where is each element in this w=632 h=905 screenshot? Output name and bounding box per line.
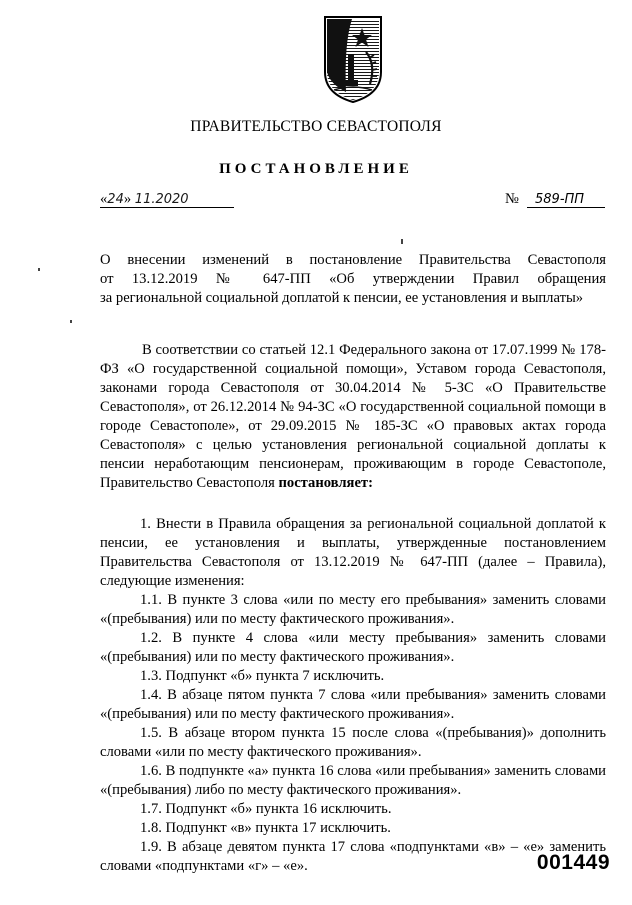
number-value: 589-ПП — [535, 192, 585, 207]
date-month-year: 11.2020 — [134, 192, 189, 207]
document-number — [505, 190, 605, 210]
document-subject — [100, 251, 606, 308]
amendment-item: 1.1. В пункте 3 слова «или по месту его пребывания» заменить словами «(пребывания) или по месту фактического проживания». — [100, 592, 606, 627]
date-close-quote: » — [123, 191, 132, 207]
document-type-title: ПОСТАНОВЛЕНИЕ — [219, 161, 413, 177]
scan-mark — [401, 239, 403, 244]
scan-mark — [38, 268, 40, 271]
preamble-decree-word: постановляет: — [278, 475, 373, 491]
amendment-item: 1.5. В абзаце втором пункта 15 после слова «(пребывания)» дополнить словами «или по месту фактического проживания». — [100, 725, 606, 760]
preamble — [100, 341, 606, 493]
date-open-quote: « — [100, 191, 108, 207]
scan-mark — [70, 320, 72, 323]
amendment-item: 1.6. В подпункте «а» пункта 16 слова «или пребывания» заменить словами «(пребывания) либо по месту фактического проживания». — [100, 763, 606, 798]
document-date — [100, 190, 234, 210]
amendment-items — [100, 515, 606, 876]
coat-of-arms-emblem — [322, 14, 384, 104]
subject-line: О внесении изменений в постановление Правительства Севастополя — [100, 252, 606, 268]
number-sign: № — [505, 191, 519, 207]
amendment-item: 1.3. Подпункт «б» пункта 7 исключить. — [140, 668, 385, 684]
amendment-item: 1. Внести в Правила обращения за региональной социальной доплатой к пенсии, ее установления и выплаты, утвержденные постановлением Правительства Севастополя от 13.12.2019 № 647-ПП (далее – Правила), следующие изменения: — [100, 516, 606, 589]
number-underline — [527, 207, 605, 208]
amendment-item: 1.4. В абзаце пятом пункта 7 слова «или пребывания» заменить словами «(пребывания) или по месту фактического проживания». — [100, 687, 606, 722]
serial-number: 001449 — [536, 851, 610, 874]
amendment-item: 1.7. Подпункт «б» пункта 16 исключить. — [140, 801, 392, 817]
organization-name: ПРАВИТЕЛЬСТВО СЕВАСТОПОЛЯ — [190, 118, 442, 135]
preamble-body: В соответствии со статьей 12.1 Федерального закона от 17.07.1999 № 178-ФЗ «О государственной социальной помощи», Уставом города Севастополя, законами города Севастополя от 30.04.2014 № 5-ЗС «О Правительстве Севастополя», от 26.12.2014 № 94-ЗС «О государственной социальной помощи в городе Севастополе», от 29.09.2015 № 185-ЗС «О правовых актах города Севастополя» с целью установления региональной социальной доплаты к пенсии неработающим пенсионерам, проживающим в городе Севастополе, Правительство Севастополя — [100, 342, 606, 491]
date-day: 24 — [107, 192, 124, 207]
amendment-item: 1.9. В абзаце девятом пункта 17 слова «подпунктами «в» – «е» заменить словами «подпунктами «г» – «е». — [100, 839, 606, 874]
preamble-text — [100, 341, 606, 493]
amendment-item: 1.8. Подпункт «в» пункта 17 исключить. — [140, 820, 391, 836]
subject-line: от 13.12.2019 № 647-ПП «Об утверждении Правил обращения — [100, 271, 606, 287]
date-underline — [100, 207, 234, 208]
amendment-item: 1.2. В пункте 4 слова «или месту пребывания» заменить словами «(пребывания) или по месту фактического проживания». — [100, 630, 606, 665]
subject-line: за региональной социальной доплатой к пенсии, ее установления и выплаты» — [100, 290, 584, 306]
